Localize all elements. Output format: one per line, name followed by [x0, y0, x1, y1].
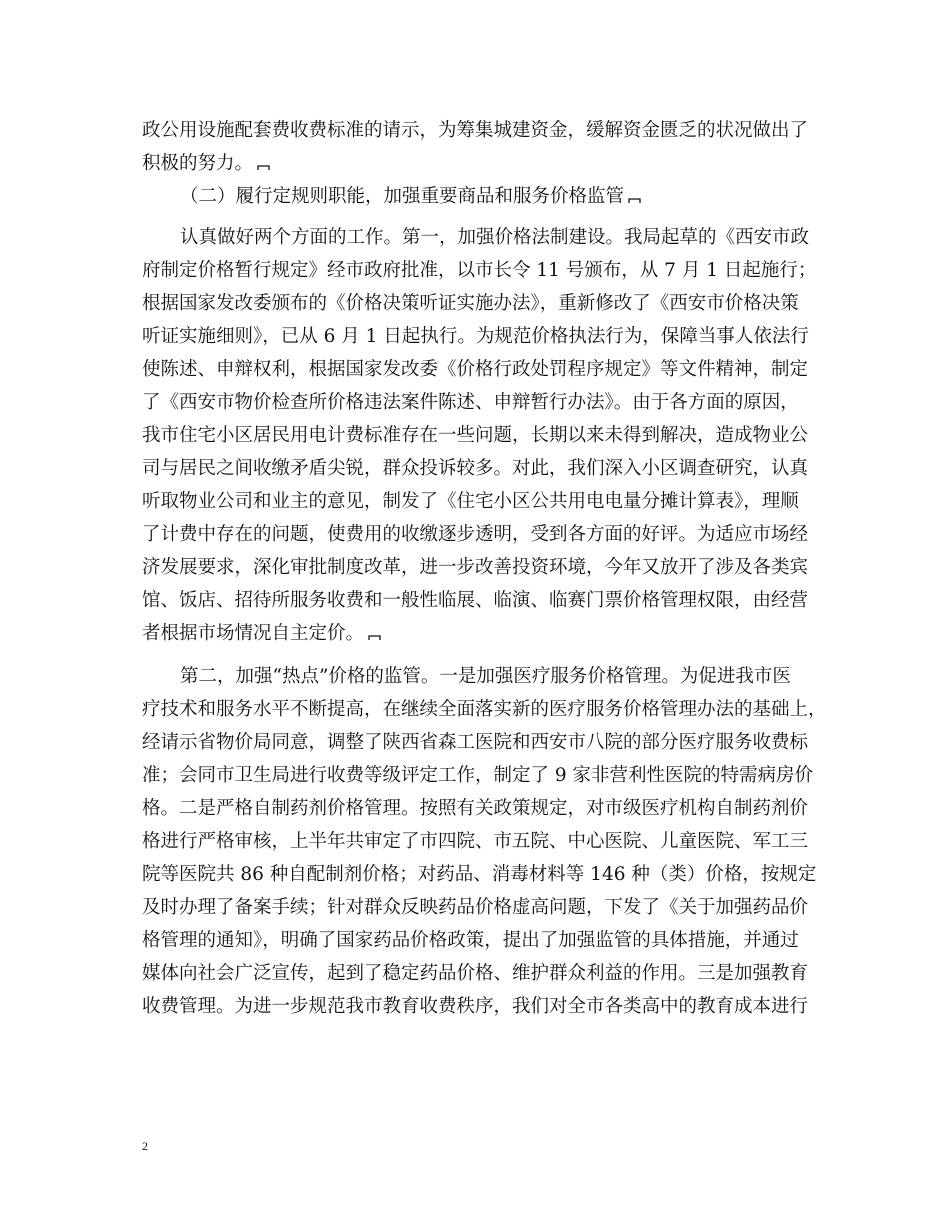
- text-line: 政公用设施配套费收费标准的请示，为筹集城建资金，缓解资金匮乏的状况做出了: [142, 120, 809, 141]
- paragraph-mark-icon: [257, 164, 270, 171]
- text-line: 使陈述、申辩权利，根据国家发改委《价格行政处罚程序规定》等文件精神，制定: [142, 359, 809, 380]
- text-line: 了《西安市物价检查所价格违法案件陈述、申辩暂行办法》。由于各方面的原因，: [142, 392, 799, 413]
- text-line: 府制定价格暂行规定》经市政府批准，以市长令 11 号颁布，从 7 月 1 日起施行；: [142, 260, 817, 281]
- text-line: 格管理的通知》，明确了国家药品价格政策，提出了加强监管的具体措施，并通过: [142, 930, 799, 951]
- text-line: 我市住宅小区居民用电计费标准存在一些问题，长期以来未得到解决，造成物业公: [142, 425, 809, 446]
- text-line-content: 者根据市场情况自主定价。: [142, 623, 365, 644]
- section-heading: [180, 184, 870, 210]
- text-line: 格。二是严格自制药剂价格管理。按照有关政策规定，对市级医疗机构自制药剂价: [142, 798, 809, 819]
- text-line: 济发展要求，深化审批制度改革，进一步改善投资环境，今年又放开了涉及各类宾: [142, 557, 809, 578]
- text-line: [142, 621, 832, 647]
- text-line-content: 积极的努力。: [142, 153, 254, 174]
- text-line: 根据国家发改委颁布的《价格决策听证实施办法》，重新修改了《西安市价格决策: [142, 293, 799, 314]
- text-line: 经请示省物价局同意，调整了陕西省森工医院和西安市八院的部分医疗服务收费标: [142, 732, 809, 753]
- text-line: 馆、饭店、招待所服务收费和一般性临展、临演、临赛门票价格管理权限，由经营: [142, 590, 809, 611]
- text-line: 了计费中存在的问题，使费用的收缴逐步透明，受到各方面的好评。为适应市场经: [142, 524, 809, 545]
- text-line: 司与居民之间收缴矛盾尖锐，群众投诉较多。对此，我们深入小区调查研究，认真: [142, 458, 809, 479]
- text-line: 第二，加强“热点”价格的监管。一是加强医疗服务价格管理。为促进我市医: [180, 666, 791, 687]
- text-line: 听证实施细则》，已从 6 月 1 日起执行。为规范价格执法行为，保障当事人依法行: [142, 326, 809, 347]
- text-line: [142, 151, 832, 177]
- text-line: 院等医院共 86 种自配制剂价格；对药品、消毒材料等 146 种（类）价格，按规定: [142, 864, 817, 885]
- text-line: 疗技术和服务水平不断提高，在继续全面落实新的医疗服务价格管理办法的基础上，: [142, 699, 827, 720]
- text-line: 听取物业公司和业主的意见，制发了《住宅小区公共用电电量分摊计算表》，理顺: [142, 491, 799, 512]
- paragraph-mark-icon: [628, 197, 641, 204]
- text-line: 收费管理。为进一步规范我市教育收费秩序，我们对全市各类高中的教育成本进行: [142, 996, 809, 1017]
- page-number: 2: [142, 1139, 148, 1153]
- text-line: 认真做好两个方面的工作。第一，加强价格法制建设。我局起草的《西安市政: [180, 227, 810, 248]
- section-heading-text: （二）履行定规则职能，加强重要商品和服务价格监管: [180, 186, 625, 207]
- text-line: 媒体向社会广泛宣传，起到了稳定药品价格、维护群众利益的作用。三是加强教育: [142, 963, 809, 984]
- paragraph-mark-icon: [368, 634, 381, 641]
- text-line: 及时办理了备案手续；针对群众反映药品价格虚高问题，下发了《关于加强药品价: [142, 897, 809, 918]
- text-line: 格进行严格审核，上半年共审定了市四院、市五院、中心医院、儿童医院、军工三: [142, 831, 809, 852]
- text-line: 准；会同市卫生局进行收费等级评定工作，制定了 9 家非营利性医院的特需病房价: [142, 765, 814, 786]
